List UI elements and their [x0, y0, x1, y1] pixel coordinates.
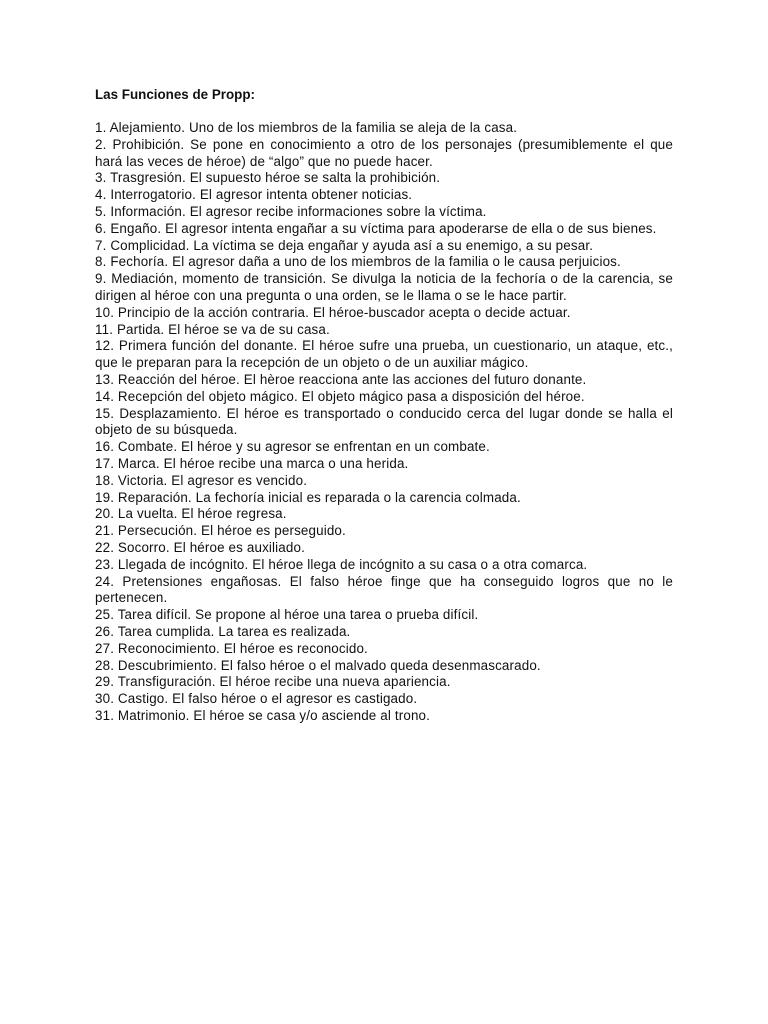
function-item-13: 13. Reacción del héroe. El hèroe reacciona ante las acciones del futuro donante.	[95, 371, 587, 387]
function-item-20: 20. La vuelta. El héroe regresa.	[95, 506, 287, 522]
function-item-2: 2. Prohibición. Se pone en conocimiento a otro de los personajes (presumiblemente el que hará las veces de héroe) de “algo” que no puede hacer.	[95, 136, 673, 169]
function-item-26: 26. Tarea cumplida. La tarea es realizada.	[95, 623, 351, 639]
function-item-17: 17. Marca. El héroe recibe una marca o una herida.	[95, 455, 409, 471]
function-item-30: 30. Castigo. El falso héroe o el agresor es castigado.	[95, 691, 418, 707]
function-item-22: 22. Socorro. El héroe es auxiliado.	[95, 539, 305, 555]
function-item-27: 27. Reconocimiento. El héroe es reconocido.	[95, 640, 368, 656]
function-item-3: 3. Trasgresión. El supuesto héroe se salta la prohibición.	[95, 170, 441, 186]
function-item-24: 24. Pretensiones engañosas. El falso héroe finge que ha conseguido logros que no le pertenecen.	[95, 573, 673, 606]
function-item-10: 10. Principio de la acción contraria. El héroe-buscador acepta o decide actuar.	[95, 304, 571, 320]
function-item-25: 25. Tarea difícil. Se propone al héroe una tarea o prueba difícil.	[95, 607, 479, 623]
function-item-4: 4. Interrogatorio. El agresor intenta obtener noticias.	[95, 187, 413, 203]
function-item-16: 16. Combate. El héroe y su agresor se enfrentan en un combate.	[95, 439, 490, 455]
document-page	[95, 86, 673, 725]
function-item-29: 29. Transfiguración. El héroe recibe una nueva apariencia.	[95, 674, 451, 690]
function-item-11: 11. Partida. El héroe se va de su casa.	[95, 321, 330, 337]
function-item-14: 14. Recepción del objeto mágico. El objeto mágico pasa a disposición del héroe.	[95, 388, 585, 404]
function-item-15: 15. Desplazamiento. El héroe es transportado o conducido cerca del lugar donde se halla el objeto de su búsqueda.	[95, 405, 673, 438]
document-title: Las Funciones de Propp:	[95, 87, 255, 102]
function-item-7: 7. Complicidad. La víctima se deja engañar y ayuda así a su enemigo, a su pesar.	[95, 237, 594, 253]
function-item-31: 31. Matrimonio. El héroe se casa y/o asciende al trono.	[95, 707, 431, 723]
function-item-23: 23. Llegada de incógnito. El héroe llega de incógnito a su casa o a otra comarca.	[95, 556, 588, 572]
function-item-28: 28. Descubrimiento. El falso héroe o el malvado queda desenmascarado.	[95, 657, 541, 673]
functions-list	[95, 120, 673, 725]
function-item-1: 1. Alejamiento. Uno de los miembros de la familia se aleja de la casa.	[95, 120, 518, 135]
title-spacer	[95, 103, 673, 120]
function-item-6: 6. Engaño. El agresor intenta engañar a su víctima para apoderarse de ella o de sus bienes.	[95, 220, 657, 236]
function-item-9: 9. Mediación, momento de transición. Se divulga la noticia de la fechoría o de la carencia, se dirigen al héroe con una pregunta o una orden, se le llama o se le hace partir.	[95, 271, 673, 303]
function-item-5: 5. Información. El agresor recibe informaciones sobre la víctima.	[95, 203, 487, 219]
function-item-12: 12. Primera función del donante. El héroe sufre una prueba, un cuestionario, un ataque, etc., que le preparan para la recepción de un objeto o de un auxiliar mágico.	[95, 338, 673, 371]
function-item-19: 19. Reparación. La fechoría inicial es reparada o la carencia colmada.	[95, 489, 521, 505]
function-item-8: 8. Fechoría. El agresor daña a uno de los miembros de la familia o le causa perjuicios.	[95, 254, 621, 270]
function-item-21: 21. Persecución. El héroe es perseguido.	[95, 523, 346, 539]
function-item-18: 18. Victoria. El agresor es vencido.	[95, 472, 308, 488]
